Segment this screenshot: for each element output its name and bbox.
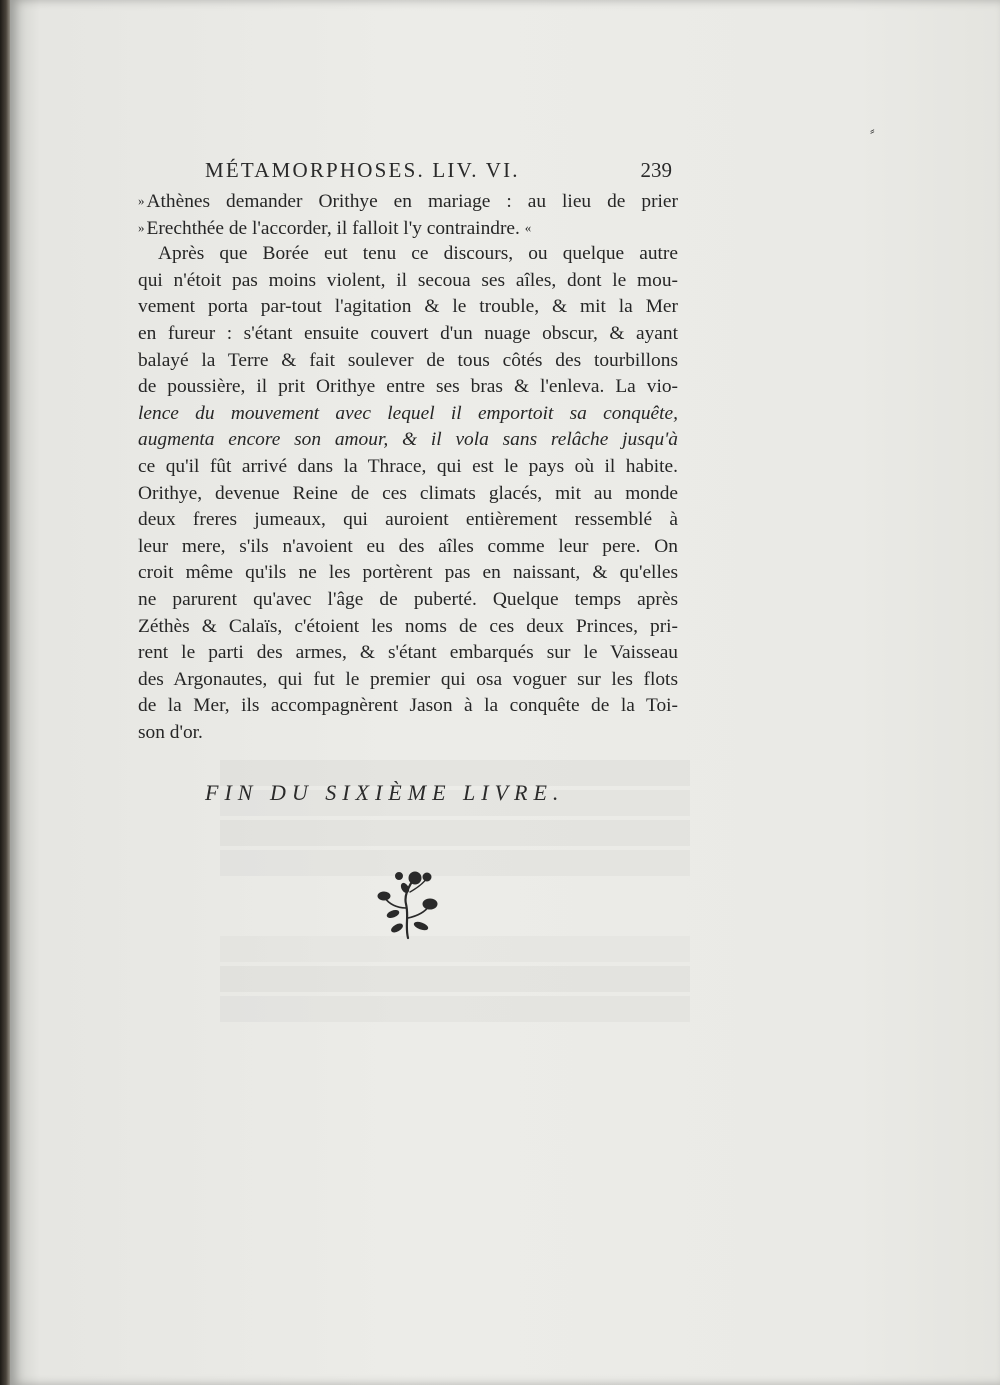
text-line: de la Mer, ils accompagnèrent Jason à la conquête de la Toi- [138, 695, 678, 717]
text-line: deux freres jumeaux, qui auroient entièrement ressemblé à [138, 509, 678, 531]
binding-edge [0, 0, 10, 1385]
end-title: FIN DU SIXIÈME LIVRE. [205, 780, 565, 805]
text-line: en fureur : s'étant ensuite couvert d'un nuage obscur, & ayant [138, 322, 678, 344]
text-line: Après que Borée eut tenu ce discours, ou quelque autre [158, 243, 678, 265]
text-line: » Erechthée de l'accorder, il falloit l'y contraindre. « [138, 217, 532, 239]
quote-mark: » [138, 193, 145, 208]
text-line: rent le parti des armes, & s'étant embarqués sur le Vaisseau [138, 642, 678, 664]
page-header [205, 158, 680, 188]
text-line: lence du mouvement avec lequel il emportoit sa conquête, [138, 402, 678, 424]
quote-mark: « [524, 219, 532, 235]
text-line: » Athènes demander Orithye en mariage : au lieu de prier [138, 191, 678, 212]
text-line: leur mere, s'ils n'avoient eu des aîles comme leur pere. On [138, 535, 678, 557]
text-line: Orithye, devenue Reine de ces climats glacés, mit au monde [138, 482, 678, 504]
text-line: vement porta par-tout l'agitation & le trouble, & mit la Mer [138, 296, 678, 318]
text-line: son d'or. [138, 721, 203, 743]
floral-ornament-icon [375, 868, 441, 940]
text-line: croit même qu'ils ne les portèrent pas en naissant, & qu'elles [138, 562, 678, 584]
quote-mark: » [138, 219, 145, 235]
text-line: ce qu'il fût arrivé dans la Thrace, qui est le pays où il habite. [138, 455, 678, 477]
text-line: qui n'étoit pas moins violent, il secoua ses aîles, dont le mou- [138, 269, 678, 291]
text-line: augmenta encore son amour, & il vola sans relâche jusqu'à [138, 429, 678, 451]
stray-mark: ⸗ [870, 124, 875, 139]
body-text [138, 188, 678, 746]
text-line: ne parurent qu'avec l'âge de puberté. Quelque temps après [138, 588, 678, 610]
page-number: 239 [640, 158, 672, 182]
running-title: MÉTAMORPHOSES. LIV. VI. [205, 158, 520, 182]
text-line: de poussière, il prit Orithye entre ses bras & l'enleva. La vio- [138, 376, 678, 398]
text-line: des Argonautes, qui fut le premier qui osa voguer sur les flots [138, 668, 678, 690]
text-line: Zéthès & Calaïs, c'étoient les noms de ces deux Princes, pri- [138, 615, 678, 637]
text-line: balayé la Terre & fait soulever de tous côtés des tourbillons [138, 349, 678, 371]
